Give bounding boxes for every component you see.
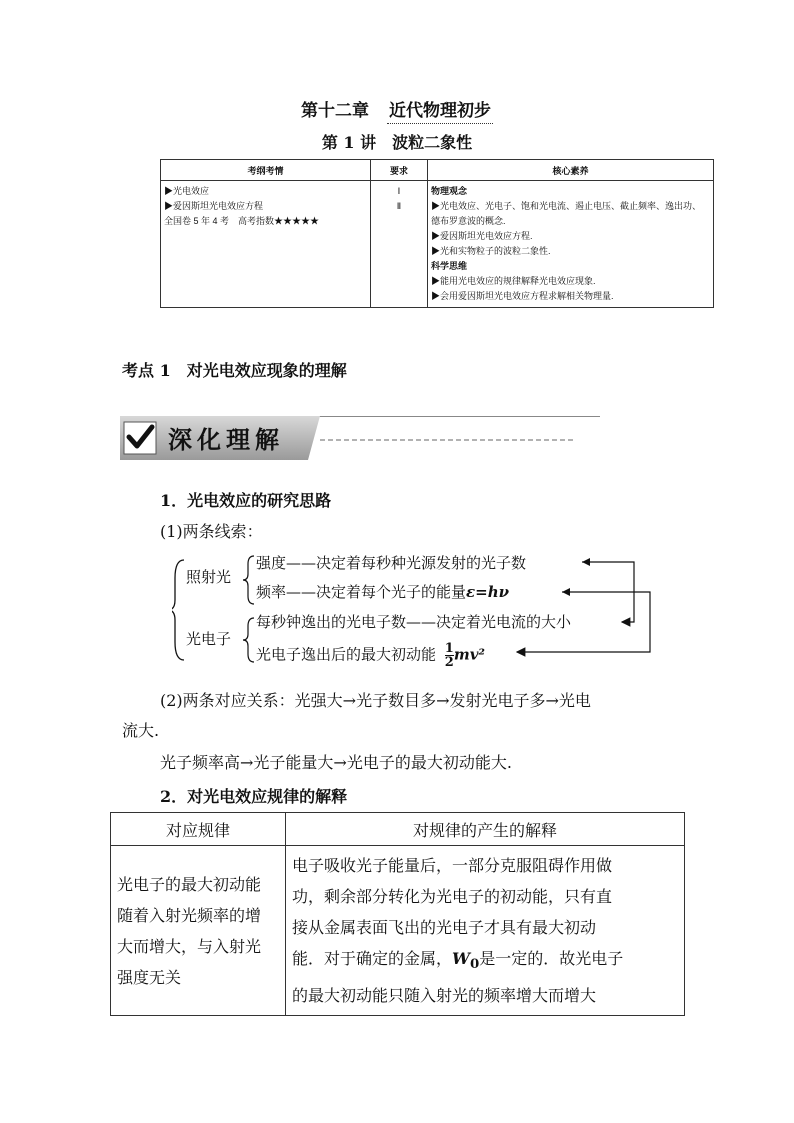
explanation-pre: 能．对于确定的金属， [292, 949, 453, 968]
fraction-numerator: 1 [444, 641, 454, 656]
mv-squared: mv² [453, 645, 486, 664]
frequency-desc: ——决定着每个光子的能量 [286, 583, 467, 601]
rule-line: 大而增大，与入射光 [117, 936, 262, 956]
intensity-term: 强度 [256, 554, 287, 572]
literacy-category: 科学思维 [431, 261, 468, 271]
exam-frequency: 全国卷 5 年 4 考 高考指数★★★★★ [164, 216, 320, 226]
header-core-literacy: 核心素养 [428, 160, 714, 181]
max-ke-label [256, 642, 485, 669]
explanation-line: 接从金属表面飞出的光电子才具有最大初动 [292, 918, 597, 937]
intensity-label [256, 552, 526, 573]
energy-formula: ε=hν [466, 583, 510, 601]
work-function-subscript: 0 [469, 956, 480, 973]
chapter-number: 第十二章 [301, 101, 369, 121]
explanation-line: 功，剩余部分转化为光电子的初动能，只有直 [292, 887, 613, 906]
requirement-level: Ⅰ [397, 186, 401, 196]
frequency-term: 频率 [256, 583, 287, 601]
half-fraction [445, 642, 454, 669]
literacy-item: ▶光和实物粒子的波粒二象性. [431, 246, 551, 256]
explanation-line [292, 943, 678, 980]
requirements-cell [371, 181, 428, 308]
checkmark-icon [124, 422, 156, 454]
per-second-term: 每秒钟逸出的光电子数 [256, 613, 407, 631]
rule-cell [111, 846, 286, 1016]
relation-line: 光子频率高→光子能量大→光电子的最大初动能大. [160, 753, 512, 772]
relation-line: 流大. [122, 721, 160, 740]
two-clues-diagram [172, 548, 662, 678]
photoelectron-label: 光电子 [186, 630, 232, 648]
explanation-table [110, 812, 685, 1016]
literacy-item: ▶光电效应、光电子、饱和光电流、遏止电压、截止频率、逸出功、 [431, 201, 702, 211]
topic-title: 考点 1 对光电效应现象的理解 [122, 361, 347, 380]
banner-title: 深化理解 [168, 426, 284, 454]
literacy-item: ▶爱因斯坦光电效应方程. [431, 231, 533, 241]
fraction-denominator: 2 [444, 655, 454, 670]
section-heading: 1．光电效应的研究思路 [160, 491, 332, 510]
frequency-label [256, 581, 509, 602]
incident-light-label: 照射光 [186, 568, 232, 586]
rule-line: 光电子的最大初动能 [117, 874, 262, 894]
explanation-line: 电子吸收光子能量后，一部分克服阻碍作用做 [292, 856, 613, 875]
chapter-subject: 近代物理初步 [387, 101, 493, 124]
exam-points-cell [161, 181, 371, 308]
outline-table [160, 159, 714, 308]
work-function-symbol: W [452, 949, 470, 968]
explanation-cell [286, 846, 685, 1016]
header-explanation: 对规律的产生的解释 [286, 813, 685, 846]
header-exam-outline: 考纲考情 [161, 160, 371, 181]
literacy-cell [428, 181, 714, 308]
sub-heading: (1)两条线索： [160, 522, 263, 541]
rule-line: 强度无关 [117, 967, 182, 987]
requirement-level: Ⅱ [396, 201, 402, 211]
header-rule: 对应规律 [111, 813, 286, 846]
max-ke-term: 光电子逸出后的最大初动能 [256, 645, 437, 664]
intensity-desc: ——决定着每秒种光源发射的光子数 [286, 554, 527, 572]
explanation-line: 的最大初动能只随入射光的频率增大而增大 [292, 986, 597, 1006]
rule-line: 随着入射光频率的增 [117, 905, 262, 925]
chapter-title [0, 96, 794, 121]
exam-point: ▶光电效应 [164, 186, 210, 196]
relation-line: (2)两条对应关系：光强大→光子数目多→发射光电子多→光电 [160, 691, 591, 710]
literacy-item: ▶能用光电效应的规律解释光电效应现象. [431, 276, 596, 286]
lesson-title: 第 1 讲 波粒二象性 [321, 133, 473, 152]
literacy-item: ▶会用爱因斯坦光电效应方程求解相关物理量. [431, 291, 614, 301]
explanation-post: 是一定的．故光电子 [479, 949, 624, 968]
exam-point: ▶爱因斯坦光电效应方程 [164, 201, 264, 211]
literacy-item: 德布罗意波的概念. [431, 216, 506, 226]
section-heading: 2．对光电效应规律的解释 [160, 787, 348, 806]
literacy-category: 物理观念 [431, 186, 468, 196]
per-second-desc: ——决定着光电流的大小 [406, 613, 572, 631]
per-second-label [256, 611, 571, 632]
header-requirement: 要求 [371, 160, 428, 181]
